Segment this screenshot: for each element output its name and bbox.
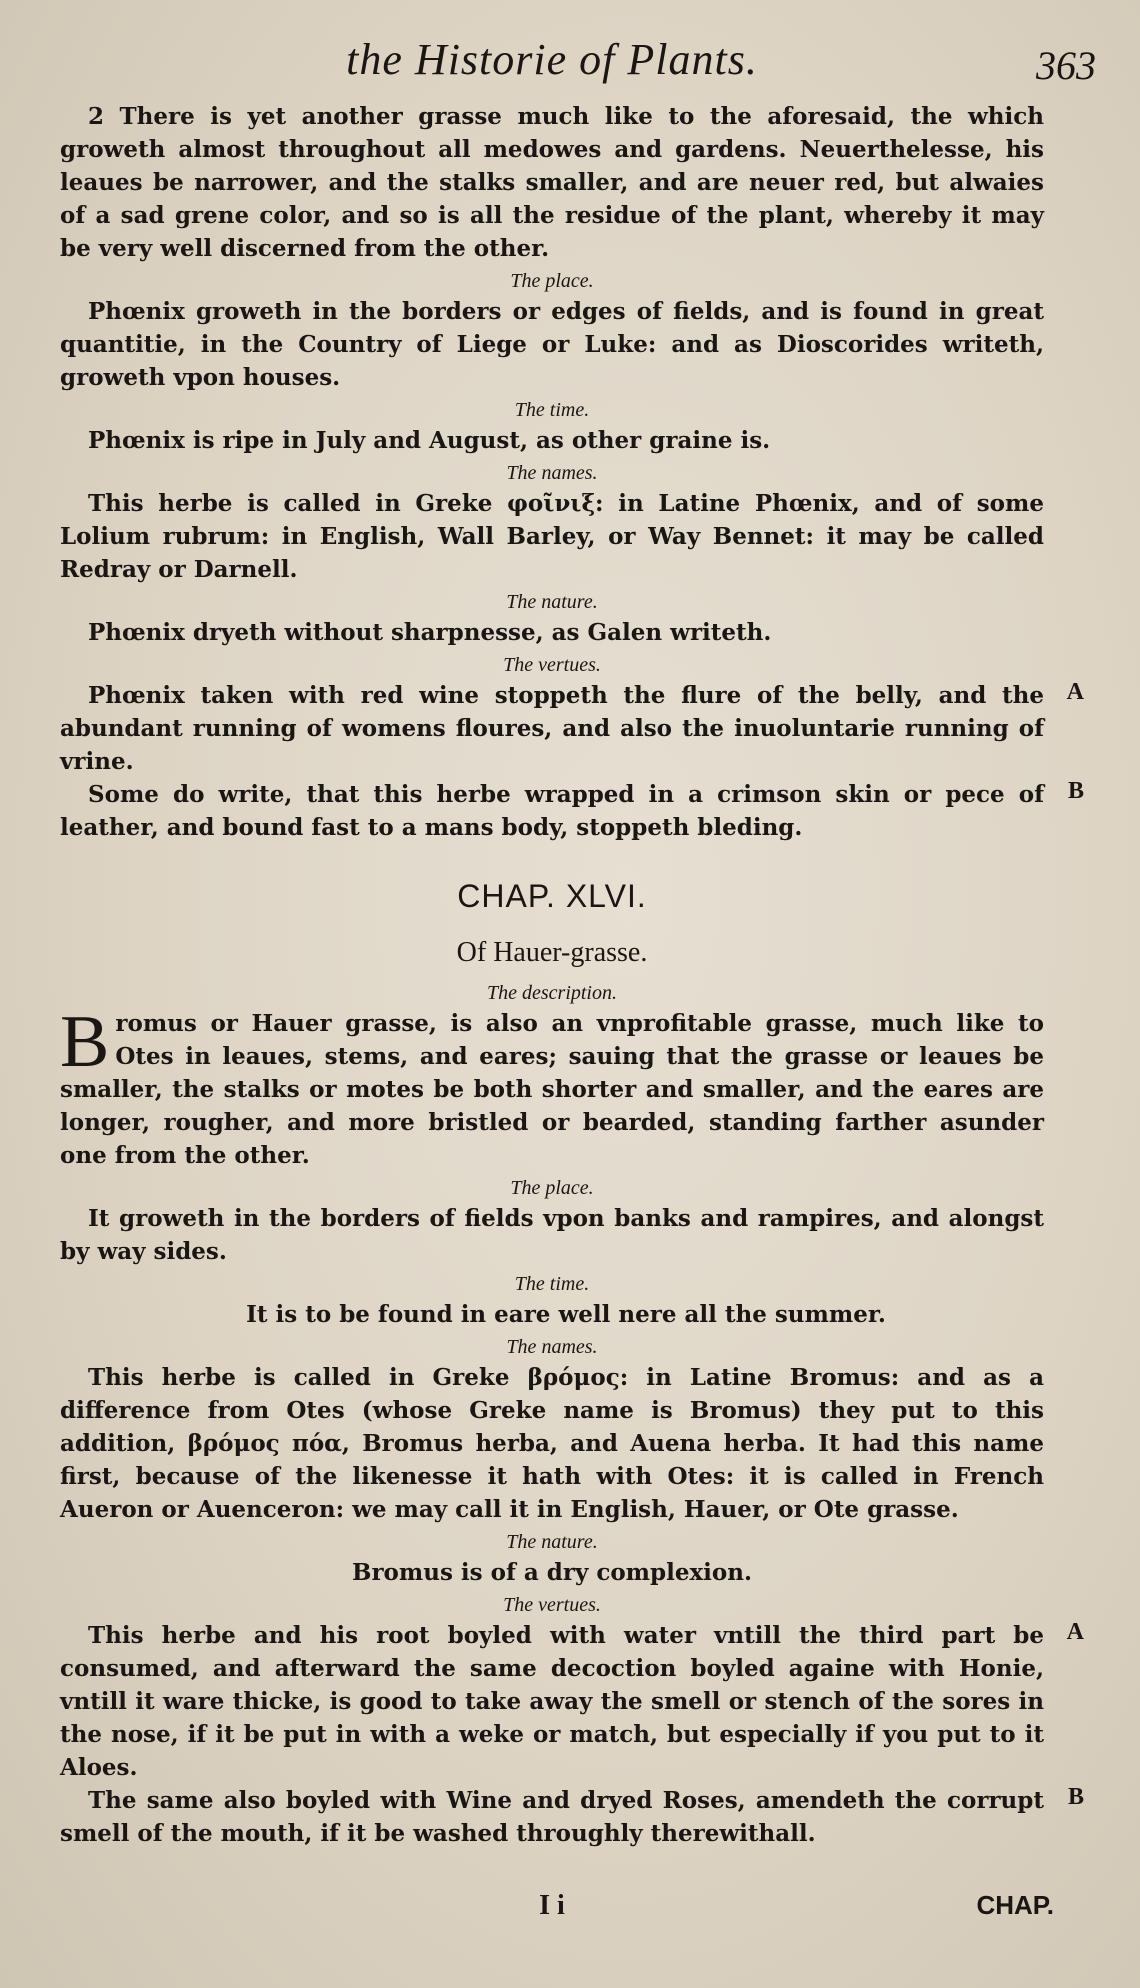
- paragraph-names-2: This herbe is called in Greke βρόμος: in Latine Bromus: and as a difference from Otes (whose Greke name is Bromus) they put to this addition, βρόμος πόα, Bromus herba, and Auena herba. It had this name first, because of the likenesse it hath with Otes: it is called in French Aueron or Auenceron: we may call it in English, Hauer, or Ote grasse.: [60, 1364, 1044, 1523]
- catchword: CHAP.: [976, 1890, 1054, 1920]
- section-heading-place: The place.: [510, 270, 594, 292]
- paragraph-nature: Phœnix dryeth without sharpnesse, as Galen writeth.: [88, 619, 772, 646]
- section-heading-place-2: The place.: [510, 1177, 594, 1199]
- paragraph-time-2: It is to be found in eare well nere all the summer.: [246, 1301, 886, 1328]
- section-heading-description: The description.: [487, 982, 617, 1004]
- vertues-a-block: [60, 679, 1084, 778]
- paragraph-vertues-b: Some do write, that this herbe wrapped in a crimson skin or pece of leather, and bound fast to a mans body, stoppeth bleding.: [60, 781, 1044, 841]
- section-heading-names: The names.: [506, 462, 598, 484]
- paragraph-names: This herbe is called in Greke φοῖνιξ: in Latine Phœnix, and of some Lolium rubrum: in English, Wall Barley, or Way Bennet: it may be called Redray or Darnell.: [60, 490, 1044, 583]
- page-footer: [60, 1890, 1054, 1950]
- paragraph-vertues-a-2: This herbe and his root boyled with water vntill the third part be consumed, and afterward the same decoction boyled againe with Honie, vntill it ware thicke, is good to take away the smell or stench of the sores in the nose, if it be put in with a weke or match, but especially if you put to it Aloes.: [60, 1622, 1044, 1781]
- vertues-b-block: [60, 778, 1084, 844]
- page-header: [60, 28, 1096, 100]
- running-title: the Historie of Plants.: [346, 35, 758, 84]
- section-heading-time-2: The time.: [514, 1273, 590, 1295]
- chapter-number: CHAP. XLVI.: [457, 878, 647, 914]
- section-heading-vertues-2: The vertues.: [503, 1594, 601, 1616]
- section-heading-names-2: The names.: [506, 1336, 598, 1358]
- vertues-a-block-2: [60, 1619, 1084, 1784]
- section-heading-vertues: The vertues.: [503, 654, 601, 676]
- section-heading-nature-2: The nature.: [506, 1531, 598, 1553]
- margin-note-b-2: B: [1067, 1784, 1084, 1810]
- margin-note-a: A: [1066, 679, 1084, 705]
- paragraph-description: [60, 1001, 1044, 1172]
- drop-cap: B: [60, 1001, 110, 1083]
- paragraph-other-grasse: 2 There is yet another grasse much like to the aforesaid, the which groweth almost throughout all medowes and gardens. Neuerthelesse, his leaues be narrower, and the stalks smaller, and are neuer red, but alwaies of a sad grene color, and so is all the residue of the plant, whereby it may be very well discerned from the other.: [60, 103, 1044, 262]
- vertues-b-block-2: [60, 1784, 1084, 1850]
- signature-mark: I i: [539, 1890, 565, 1921]
- margin-note-a-2: A: [1066, 1619, 1084, 1645]
- paragraph-place-2: It groweth in the borders of fields vpon banks and rampires, and alongst by way sides.: [60, 1205, 1044, 1265]
- section-heading-time: The time.: [514, 399, 590, 421]
- paragraph-place: Phœnix groweth in the borders or edges of fields, and is found in great quantitie, in the Country of Liege or Luke: and as Dioscorides writeth, groweth vpon houses.: [60, 298, 1044, 391]
- chapter-title: Of Hauer-grasse.: [456, 937, 648, 968]
- paragraph-vertues-a: Phœnix taken with red wine stoppeth the flure of the belly, and the abundant running of womens floures, and also the inuoluntarie running of vrine.: [60, 682, 1044, 775]
- page-number: 363: [1036, 43, 1096, 88]
- paragraph-description-text: romus or Hauer grasse, is also an vnprofitable grasse, much like to Otes in leaues, stems, and eares; sauing that the grasse or leaues be smaller, the stalks or motes be both shorter and smaller, and the eares are longer, rougher, and more bristled or bearded, standing farther asunder one from the other.: [60, 1010, 1044, 1169]
- margin-note-b: B: [1067, 778, 1084, 804]
- paragraph-nature-2: Bromus is of a dry complexion.: [352, 1559, 752, 1586]
- section-heading-nature: The nature.: [506, 591, 598, 613]
- paragraph-time: Phœnix is ripe in July and August, as other graine is.: [88, 427, 771, 454]
- paragraph-vertues-b-2: The same also boyled with Wine and dryed Roses, amendeth the corrupt smell of the mouth, if it be washed throughly therewithall.: [60, 1787, 1044, 1847]
